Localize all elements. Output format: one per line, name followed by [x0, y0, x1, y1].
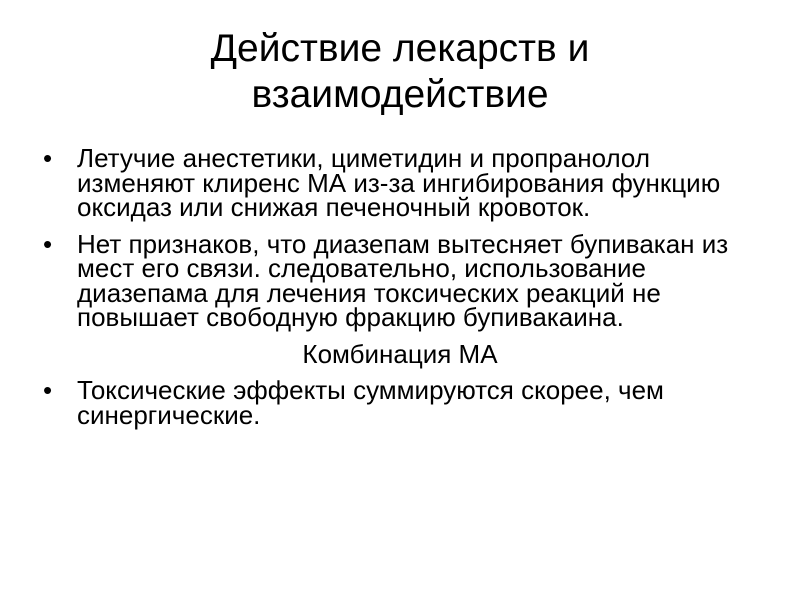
- list-item: [40, 143, 760, 222]
- list-item-text: Токсические эффекты суммируются скорее, чем синергические.: [77, 375, 664, 430]
- list-item-text: Летучие анестетики, циметидин и пропранолол изменяют клиренс МА из-за ингибирования функцию оксидаз или снижая печеночный кровоток.: [77, 143, 721, 222]
- bullet-icon: •: [43, 143, 53, 173]
- slide-title: [40, 26, 760, 118]
- list-item: [40, 375, 760, 430]
- list-item-text: Нет признаков, что диазепам вытесняет бупивакан из мест его связи. следовательно, использование диазепама для лечения токсических реакций не повышает свободную фракцию бупивакаина.: [77, 228, 729, 332]
- bullet-icon: •: [43, 375, 53, 405]
- bullet-list: [40, 143, 760, 439]
- slide-title-line-2: взаимодействие: [251, 73, 549, 116]
- bullet-icon: •: [43, 228, 53, 259]
- list-item: [40, 228, 760, 332]
- slide-title-line-1: Действие лекарств и: [210, 27, 590, 70]
- subheading: Комбинация МА: [302, 338, 498, 369]
